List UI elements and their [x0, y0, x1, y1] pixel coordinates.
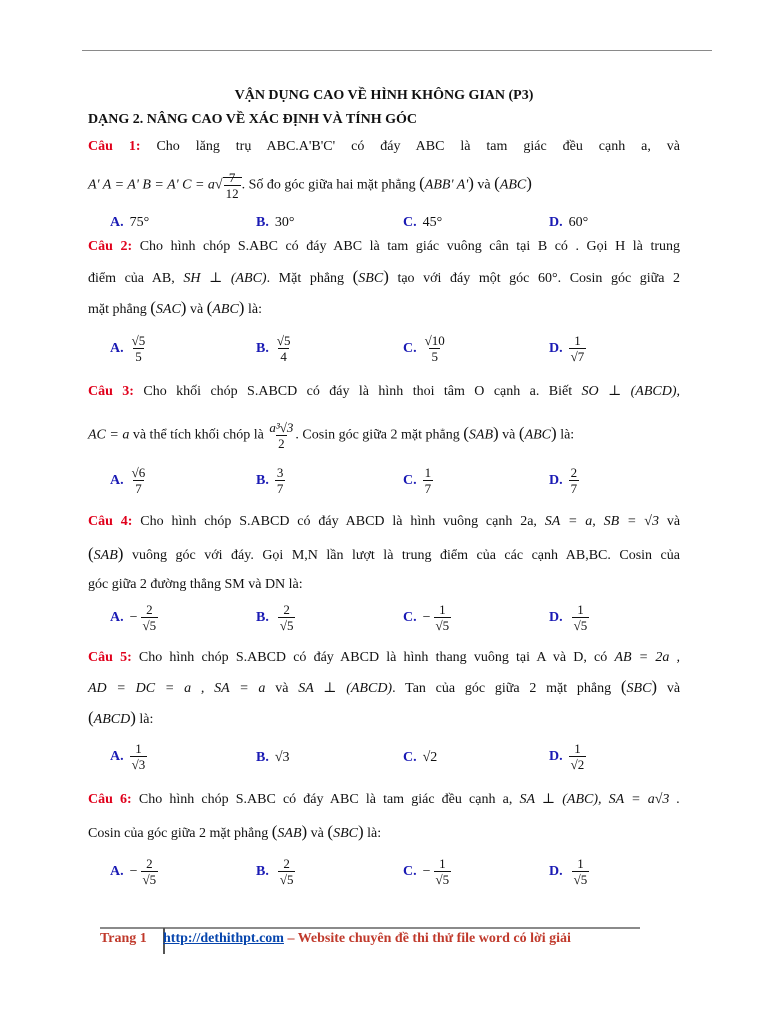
q3-option-a[interactable]: A. $\frac{√6}{7}$ [110, 465, 146, 496]
q1-formula: A' A = A' B = A' C = a [88, 177, 215, 193]
footer [100, 931, 571, 947]
q1-line1 [88, 138, 680, 156]
q5-option-d[interactable]: D. $\frac{1}{√2}$ [549, 741, 585, 772]
section-heading: DẠNG 2. NÂNG CAO VỀ XÁC ĐỊNH VÀ TÍNH GÓC [88, 112, 418, 127]
q4-label: Câu 4: [88, 514, 133, 529]
q1-label: Câu 1: [88, 139, 141, 154]
q6-line2: Cosin của góc giữa 2 mặt phẳng (SAB) và (SBC) là: [88, 822, 382, 841]
q6-option-c[interactable]: C. − $\frac{1}{√5}$ [403, 856, 450, 887]
footer-text: – Website chuyên đề thi thử file word có lời giải [283, 931, 571, 946]
q3-option-c[interactable]: C. $\frac{1}{7}$ [403, 465, 432, 496]
q5-option-c[interactable]: C. √2 [403, 750, 438, 765]
q1-line2: A' A = A' B = A' C = a√ $\frac{7}{12}$ . Số đo góc giữa hai mặt phẳng (ABB' A') và (ABC) [88, 170, 532, 201]
q4-line2: (SAB) vuông góc với đáy. Gọi M,N lần lượt là trung điểm của các cạnh AB,BC. Cosin của [88, 544, 680, 563]
q2-line2: điểm của AB, SH ⊥ (ABC). Mặt phẳng (SBC) tạo với đáy một góc 60°. Cosin góc giữa 2 [88, 267, 681, 286]
footer-link[interactable]: http://dethithpt.com [163, 931, 284, 946]
q6-option-b[interactable]: B. $\frac{2}{√5}$ [256, 856, 294, 887]
q3-label: Câu 3: [88, 384, 134, 399]
q2-option-b[interactable]: B. $\frac{√5}{4}$ [256, 333, 291, 364]
q2-option-c[interactable]: C. $\frac{√10}{5}$ [403, 333, 445, 364]
page-title: VẬN DỤNG CAO VỀ HÌNH KHÔNG GIAN (P3) [234, 88, 534, 103]
header-rule [82, 50, 712, 51]
q3-option-b[interactable]: B. $\frac{3}{7}$ [256, 465, 284, 496]
q5-option-a[interactable]: A. $\frac{1}{√3}$ [110, 741, 146, 772]
q5-line1: Câu 5: Cho hình chóp S.ABCD có đáy ABCD là hình thang vuông tại A và D, có AB = 2a , [88, 650, 681, 665]
q1-option-a[interactable]: A. 75° [110, 215, 150, 230]
q4-line1: Câu 4: Cho hình chóp S.ABCD có đáy ABCD là hình vuông cạnh 2a, SA = a, SB = √3 và [88, 514, 681, 529]
q1-text2: . Số đo góc giữa hai mặt phẳng [241, 177, 416, 193]
q4-option-a[interactable]: A. − $\frac{2}{√5}$ [110, 602, 157, 633]
q5-line2: AD = DC = a , SA = a và SA ⊥ (ABCD). Tan của góc giữa 2 mặt phẳng (SBC) và [88, 677, 681, 696]
q1-plane1: ABB' A' [424, 177, 469, 193]
q1-option-b[interactable]: B. 30° [256, 215, 295, 230]
q1-option-c[interactable]: C. 45° [403, 215, 443, 230]
q6-option-a[interactable]: A. − $\frac{2}{√5}$ [110, 856, 157, 887]
page-number: Trang 1 [100, 931, 147, 946]
q1-plane2: ABC [499, 177, 527, 193]
q4-option-c[interactable]: C. − $\frac{1}{√5}$ [403, 602, 450, 633]
q2-line1: Câu 2: Cho hình chóp S.ABC có đáy ABC là tam giác vuông cân tại B có . Gọi H là trung [88, 239, 681, 254]
q3-option-d[interactable]: D. $\frac{2}{7}$ [549, 465, 578, 496]
q1-option-d[interactable]: D. 60° [549, 215, 589, 230]
q5-line3: (ABCD) là: [88, 708, 154, 727]
q5-label: Câu 5: [88, 650, 132, 665]
q1-text: Cho lăng trụ ABC.A'B'C' có đáy ABC là tam giác đều cạnh a, và [156, 139, 681, 154]
q2-option-a[interactable]: A. $\frac{√5}{5}$ [110, 333, 146, 364]
q6-label: Câu 6: [88, 792, 132, 807]
q4-option-d[interactable]: D. $\frac{1}{√5}$ [549, 602, 588, 633]
q2-label: Câu 2: [88, 239, 133, 254]
q4-line3: góc giữa 2 đường thẳng SM và DN là: [88, 577, 303, 592]
q1-sqrt: √ $\frac{7}{12}$ [215, 170, 242, 201]
q5-option-b[interactable]: B. √3 [256, 750, 290, 765]
footer-rule [100, 927, 640, 929]
q3-line1: Câu 3: Cho khối chóp S.ABCD có đáy là hình thoi tâm O cạnh a. Biết SO ⊥ (ABCD), [88, 384, 681, 399]
q3-line2: AC = a và thể tích khối chóp là $\frac{\text{a³√3}}{2}$ . Cosin góc giữa 2 mặt phẳng (SAB) và (ABC) là: [88, 420, 575, 451]
q6-line1: Câu 6: Cho hình chóp S.ABC có đáy ABC là tam giác đều cạnh a, SA ⊥ (ABC), SA = a√3 . [88, 792, 681, 807]
q2-line3: mặt phẳng (SAC) và (ABC) là: [88, 298, 262, 317]
q4-option-b[interactable]: B. $\frac{2}{√5}$ [256, 602, 294, 633]
q2-option-d[interactable]: D. $\frac{1}{√7}$ [549, 333, 585, 364]
q6-option-d[interactable]: D. $\frac{1}{√5}$ [549, 856, 588, 887]
